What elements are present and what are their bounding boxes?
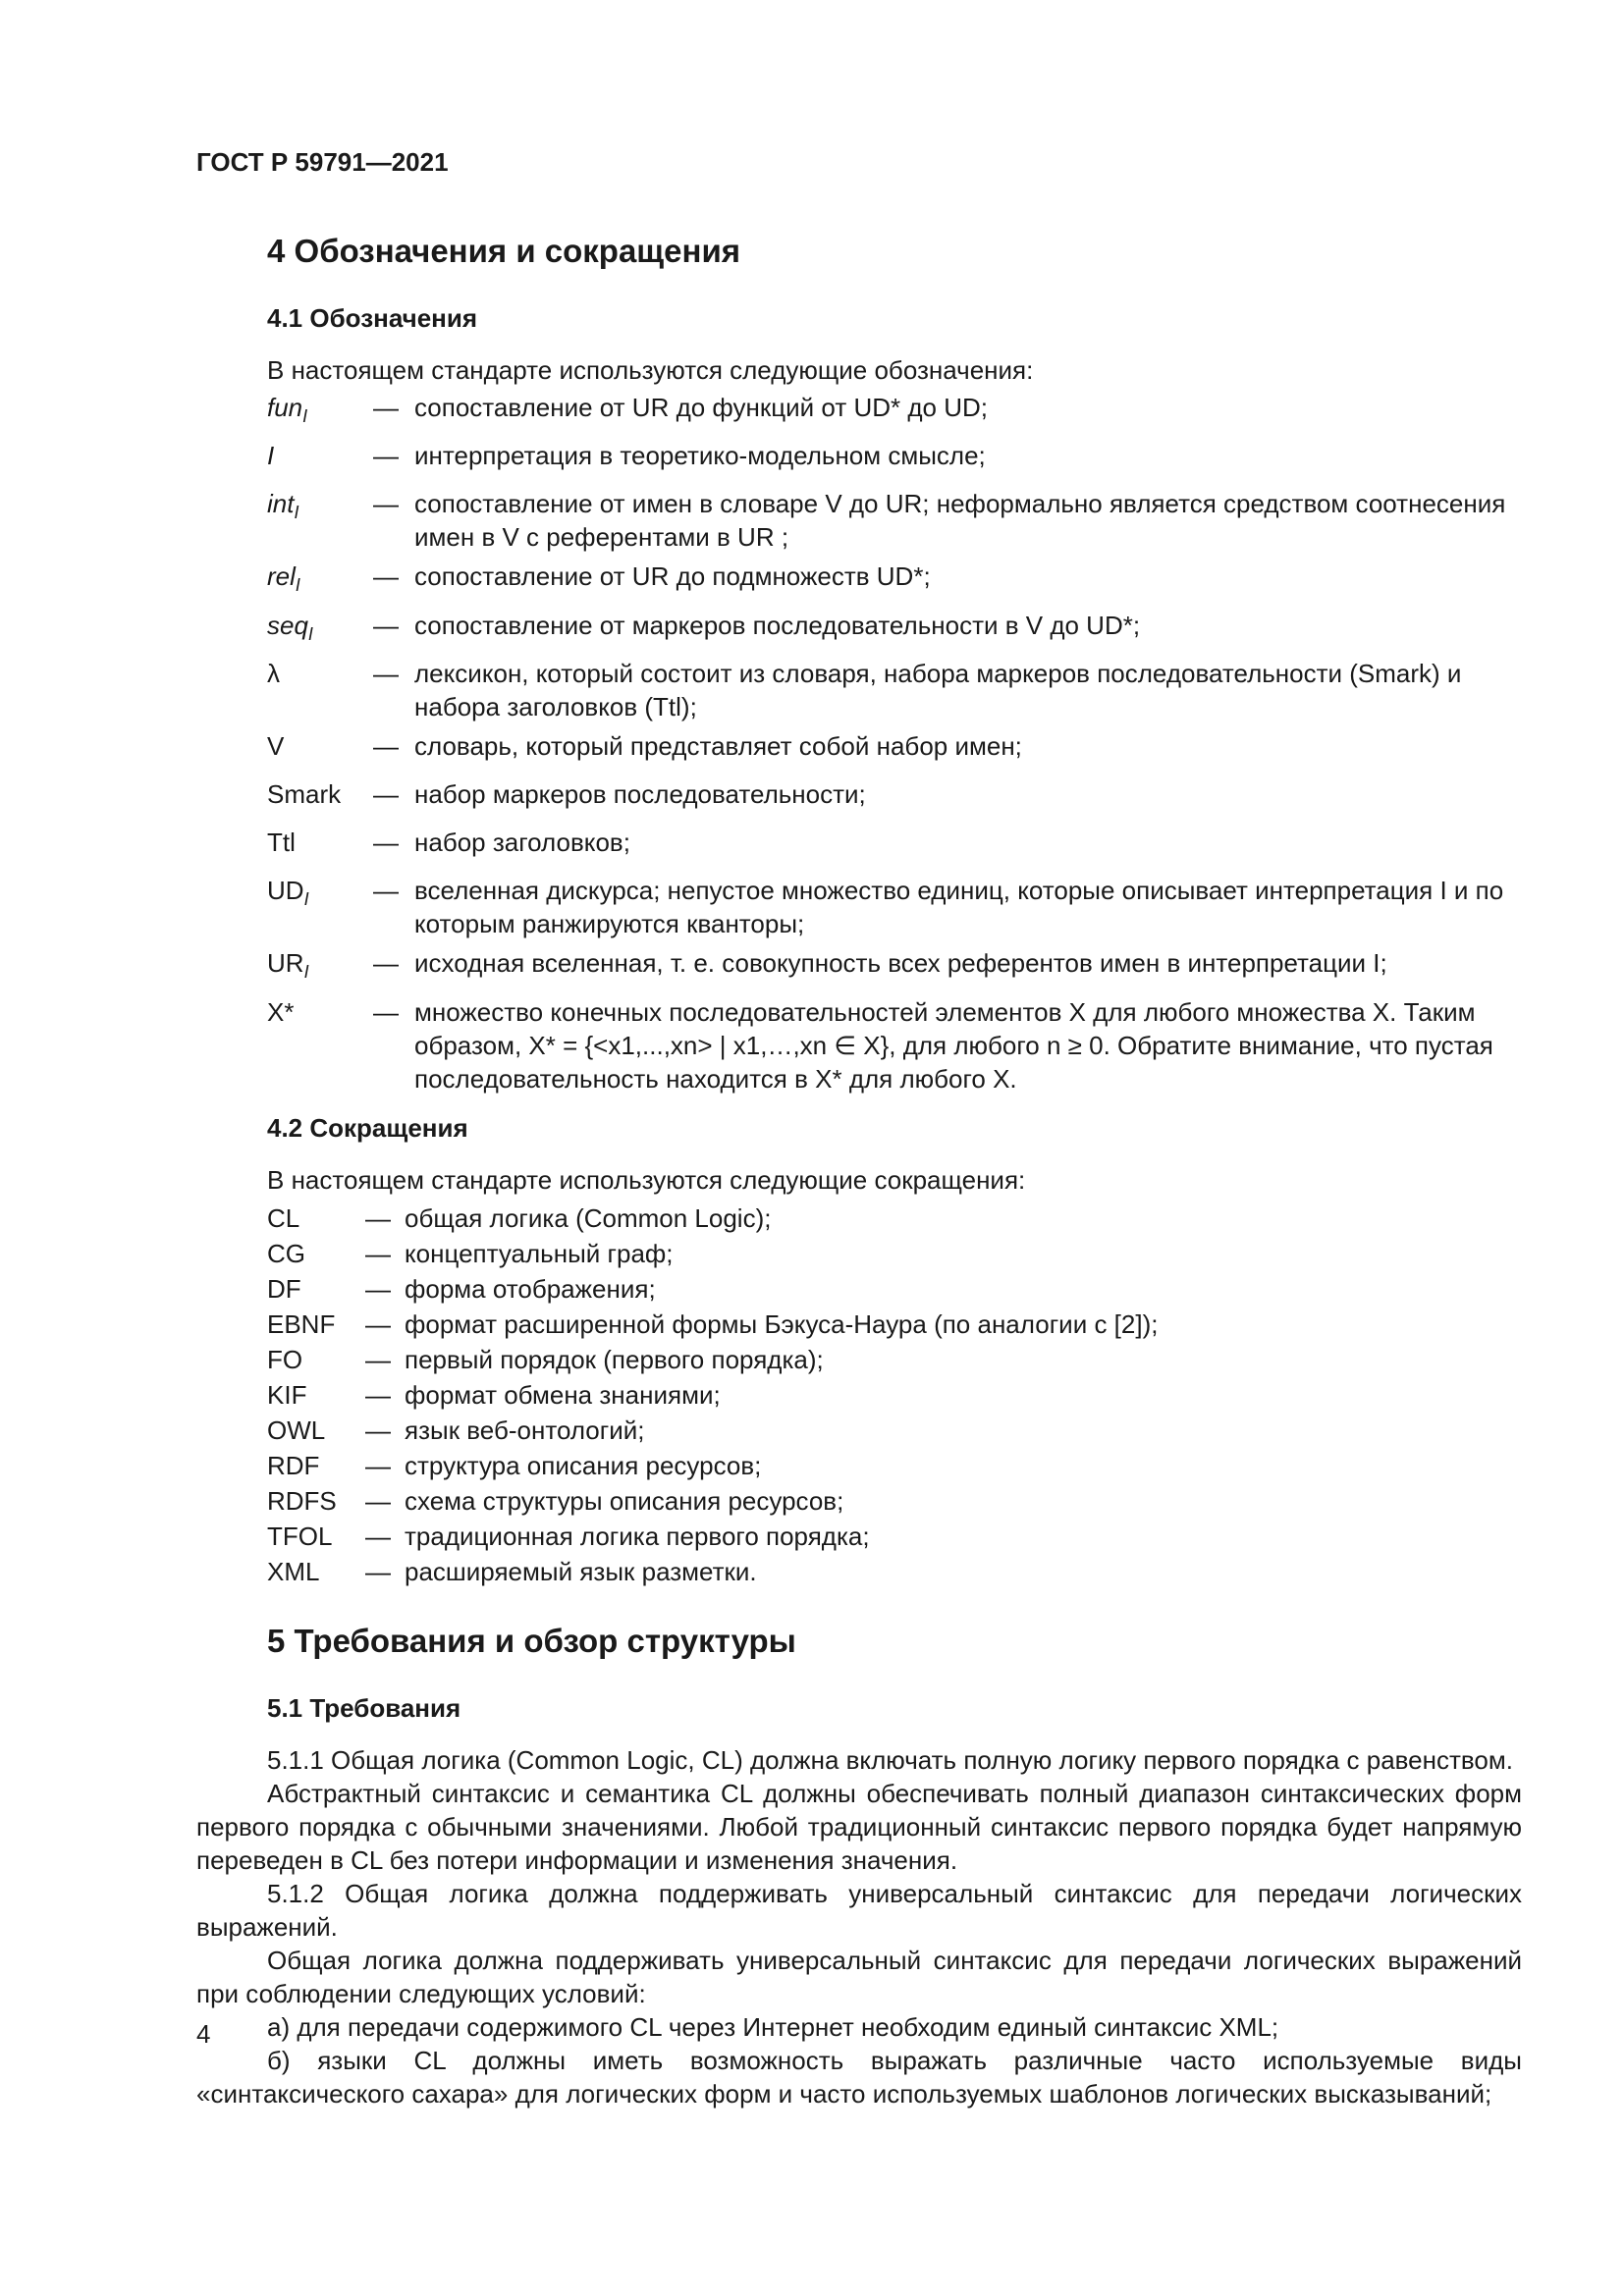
symbol-item	[267, 995, 1522, 1095]
symbol-term	[267, 946, 373, 988]
symbol-description: интерпретация в теоретико-модельном смысле;	[414, 441, 986, 471]
symbol-term-text: UD	[267, 876, 304, 906]
section-4-1-title: 4.1 Обозначения	[267, 303, 478, 333]
symbol-term	[267, 874, 373, 940]
symbol-term	[267, 657, 373, 723]
abbreviation-desc: первый порядок (первого порядка);	[405, 1344, 824, 1374]
abbreviation-term: CL	[267, 1202, 300, 1233]
abbreviation-dash: —	[365, 1379, 391, 1410]
dash: —	[373, 876, 399, 906]
symbol-term-subscript: I	[294, 503, 299, 523]
section-4-2-title: 4.2 Сокращения	[267, 1112, 468, 1143]
abbreviation-term: RDFS	[267, 1485, 337, 1516]
abbreviation-term: FO	[267, 1344, 303, 1374]
abbreviation-term: KIF	[267, 1379, 307, 1410]
abbreviation-term: TFOL	[267, 1521, 333, 1551]
symbol-description: сопоставление от UR до функций от UD* до UD;	[414, 393, 988, 422]
abbreviation-item	[267, 1377, 1522, 1413]
symbol-description: лексикон, который состоит из словаря, набора маркеров последовательности (Smark) и набора заголовков (Ttl);	[414, 658, 1462, 721]
symbol-item	[267, 487, 1522, 554]
requirements-text	[196, 1743, 1522, 2110]
dash: —	[373, 996, 399, 1027]
symbol-term-text: Smark	[267, 778, 342, 809]
symbol-item	[267, 826, 1522, 868]
symbol-description: сопоставление от UR до подмножеств UD*;	[414, 561, 931, 592]
symbol-item	[267, 560, 1522, 602]
symbol-term	[267, 487, 373, 554]
abbreviation-desc: язык веб-онтологий;	[405, 1415, 645, 1445]
symbol-term	[267, 609, 373, 651]
symbols-list	[267, 391, 1522, 1095]
symbol-item	[267, 657, 1522, 723]
abbreviation-item	[267, 1554, 1522, 1589]
symbol-term-text: int	[267, 489, 295, 519]
abbreviation-desc: расширяемый язык разметки.	[405, 1556, 757, 1586]
abbreviation-item	[267, 1271, 1522, 1307]
abbreviation-item	[267, 1413, 1522, 1448]
abbreviation-desc: схема структуры описания ресурсов;	[405, 1485, 844, 1516]
symbol-term-text: rel	[267, 561, 296, 592]
paragraph: а) для передачи содержимого CL через Интернет необходим единый синтаксис XML;	[267, 2011, 1279, 2042]
symbol-term	[267, 391, 373, 433]
abbreviation-dash: —	[365, 1415, 391, 1445]
symbol-description: вселенная дискурса; непустое множество единиц, которые описывает интерпретация I и по которым ранжируются кванторы;	[414, 876, 1504, 939]
dash: —	[373, 489, 399, 519]
symbol-description: словарь, который представляет собой набор имен;	[414, 730, 1022, 761]
page-number: 4	[196, 2019, 211, 2049]
symbol-item	[267, 439, 1522, 481]
symbol-term-text: V	[267, 730, 285, 761]
symbol-item	[267, 874, 1522, 940]
symbol-description: набор заголовков;	[414, 828, 630, 858]
abbreviation-dash: —	[365, 1521, 391, 1551]
symbol-term-text: seq	[267, 610, 308, 640]
dash: —	[373, 948, 399, 979]
dash: —	[373, 441, 399, 471]
symbol-term-text: λ	[267, 658, 280, 688]
dash: —	[373, 393, 399, 422]
dash: —	[373, 658, 399, 688]
symbol-term-subscript: I	[303, 962, 309, 983]
document-page	[196, 147, 1522, 2110]
symbol-item	[267, 391, 1522, 433]
abbreviation-term: CG	[267, 1238, 305, 1268]
symbol-term-text: I	[267, 441, 275, 471]
symbol-term-subscript: I	[295, 575, 300, 596]
symbol-term	[267, 826, 373, 868]
abbreviation-desc: структура описания ресурсов;	[405, 1450, 762, 1480]
abbreviation-desc: общая логика (Common Logic);	[405, 1202, 772, 1233]
paragraph: б) языки CL должны иметь возможность выражать различные часто используемые виды «синтаксического сахара» для логических форм и часто используемых шаблонов логических высказываний;	[196, 2045, 1522, 2109]
document-code: ГОСТ Р 59791—2021	[196, 147, 449, 177]
symbol-term	[267, 995, 373, 1095]
symbol-item	[267, 946, 1522, 988]
symbol-term	[267, 439, 373, 481]
symbol-item	[267, 729, 1522, 772]
abbreviation-desc: формат обмена знаниями;	[405, 1379, 721, 1410]
abbreviation-term: EBNF	[267, 1308, 336, 1339]
symbol-description: набор маркеров последовательности;	[414, 778, 866, 809]
symbol-description: сопоставление от маркеров последовательности в V до UD*;	[414, 610, 1141, 640]
abbreviation-term: DF	[267, 1273, 301, 1304]
paragraph: 5.1.1 Общая логика (Common Logic, CL) должна включать полную логику первого порядка с равенством.	[267, 1744, 1513, 1775]
dash: —	[373, 610, 399, 640]
paragraph: 5.1.2 Общая логика должна поддерживать универсальный синтаксис для передачи логических выражений.	[196, 1878, 1522, 1942]
paragraph: Общая логика должна поддерживать универсальный синтаксис для передачи логических выражений при соблюдении следующих условий:	[196, 1945, 1522, 2008]
section-5-title: 5 Требования и обзор структуры	[267, 1622, 796, 1659]
symbol-item	[267, 777, 1522, 820]
dash: —	[373, 561, 399, 592]
symbol-description: сопоставление от имен в словаре V до UR; неформально является средством соотнесения имен в V с референтами в UR ;	[414, 489, 1506, 553]
paragraph: Абстрактный синтаксис и семантика CL должны обеспечивать полный диапазон синтаксических форм первого порядка с обычными значениями. Любой традиционный синтаксис первого порядка будет напрямую переведен в CL без потери информации и изменения значения.	[196, 1778, 1522, 1875]
symbol-term-text: X*	[267, 996, 295, 1027]
section-4-1-intro: В настоящем стандарте используются следующие обозначения:	[267, 355, 1034, 385]
abbreviation-item	[267, 1483, 1522, 1519]
dash: —	[373, 730, 399, 761]
abbreviation-desc: традиционная логика первого порядка;	[405, 1521, 870, 1551]
abbreviation-item	[267, 1201, 1522, 1236]
abbreviation-desc: форма отображения;	[405, 1273, 656, 1304]
abbreviation-term: OWL	[267, 1415, 326, 1445]
symbol-term-subscript: I	[307, 623, 313, 644]
abbreviation-item	[267, 1342, 1522, 1377]
abbreviation-dash: —	[365, 1202, 391, 1233]
abbreviation-item	[267, 1448, 1522, 1483]
abbreviation-desc: формат расширенной формы Бэкуса-Наура (по аналогии с [2]);	[405, 1308, 1159, 1339]
section-4-title: 4 Обозначения и сокращения	[267, 233, 740, 269]
abbreviations-list	[267, 1201, 1522, 1589]
abbreviation-dash: —	[365, 1556, 391, 1586]
abbreviation-dash: —	[365, 1344, 391, 1374]
dash: —	[373, 828, 399, 858]
symbol-term-text: Ttl	[267, 828, 296, 858]
symbol-description: множество конечных последовательностей элементов X для любого множества X. Таким образом, X* = {<x1,...,xn> | x1,…,xn ∈ X}, для любого n ≥ 0. Обратите внимание, что пустая последовательность находится в X* для любого X.	[414, 996, 1493, 1094]
symbol-term	[267, 729, 373, 772]
symbol-term-subscript: I	[303, 889, 309, 910]
abbreviation-dash: —	[365, 1238, 391, 1268]
symbol-item	[267, 609, 1522, 651]
abbreviation-item	[267, 1307, 1522, 1342]
dash: —	[373, 778, 399, 809]
symbol-description: исходная вселенная, т. е. совокупность всех референтов имен в интерпретации I;	[414, 948, 1387, 979]
abbreviation-item	[267, 1236, 1522, 1271]
section-5-1-title: 5.1 Требования	[267, 1692, 461, 1723]
symbol-term-text: UR	[267, 948, 304, 979]
abbreviation-desc: концептуальный граф;	[405, 1238, 674, 1268]
symbol-term-subscript: I	[302, 406, 308, 427]
symbol-term	[267, 777, 373, 820]
symbol-term	[267, 560, 373, 602]
abbreviation-dash: —	[365, 1485, 391, 1516]
abbreviation-dash: —	[365, 1308, 391, 1339]
section-4-2-intro: В настоящем стандарте используются следующие сокращения:	[267, 1164, 1026, 1195]
abbreviation-dash: —	[365, 1450, 391, 1480]
abbreviation-term: XML	[267, 1556, 320, 1586]
abbreviation-dash: —	[365, 1273, 391, 1304]
abbreviation-item	[267, 1519, 1522, 1554]
abbreviation-term: RDF	[267, 1450, 320, 1480]
symbol-term-text: fun	[267, 393, 303, 422]
